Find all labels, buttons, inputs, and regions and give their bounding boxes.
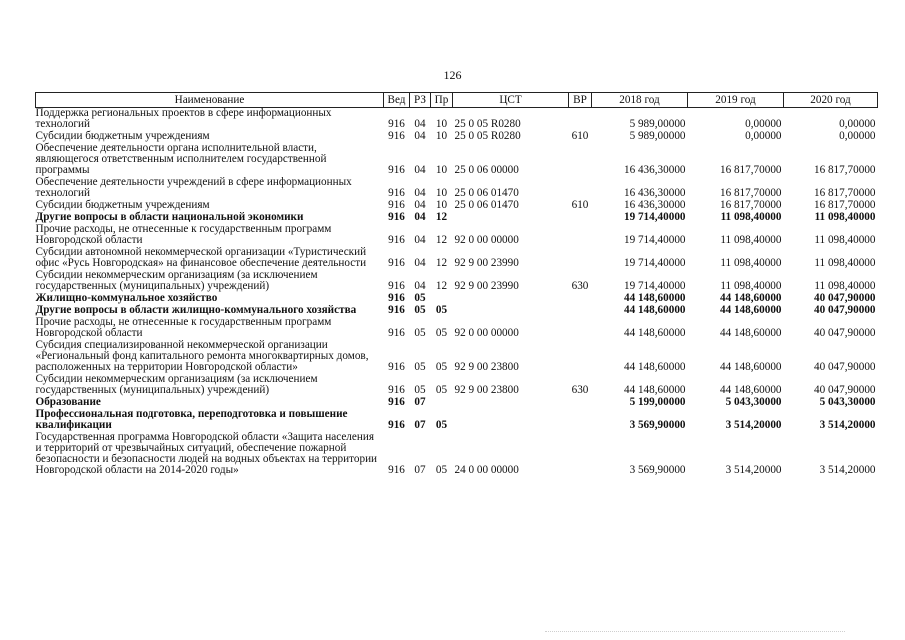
cell-2019: 44 148,60000	[719, 292, 782, 304]
cell-2018: 16 436,30000	[623, 187, 686, 199]
cell-pr: 12	[435, 234, 448, 246]
cell-vr	[569, 108, 592, 132]
cell-2018: 3 569,90000	[629, 419, 686, 431]
cell-rz: 04	[414, 130, 426, 142]
cell-cst	[453, 305, 569, 317]
cell-2020: 0,00000	[839, 118, 876, 130]
cell-ved: 916	[388, 327, 405, 339]
cell-2019: 44 148,60000	[719, 327, 782, 339]
cell-cst	[453, 212, 569, 224]
cell-rz: 04	[414, 211, 426, 223]
cell-2018: 16 436,30000	[623, 199, 686, 211]
cell-vr	[569, 177, 592, 200]
cell-vr	[569, 409, 592, 432]
cell-pr: 10	[435, 130, 448, 142]
cell-2020: 11 098,40000	[814, 257, 876, 269]
cell-name: Субсидии автономной некоммерческой организации «Туристический офис «Русь Новгородская» на финансовое обеспечение деятельности	[35, 246, 367, 269]
cell-2019: 11 098,40000	[720, 257, 782, 269]
cell-2019: 44 148,60000	[719, 384, 782, 396]
cell-name: Субсидия специализированной некоммерческой организации «Региональный фонд капитального ремонта многоквартирных домов, расположенных на территории Новгородской области»	[35, 339, 369, 373]
cell-vr	[569, 432, 592, 477]
cell-2020: 11 098,40000	[814, 280, 876, 292]
cell-pr: 12	[435, 257, 448, 269]
cell-2020: 16 817,70000	[813, 199, 876, 211]
cell-cst: 24 0 00 00000	[454, 464, 519, 476]
cell-2019: 11 098,40000	[720, 234, 782, 246]
cell-2020: 3 514,20000	[819, 464, 876, 476]
table-row	[36, 340, 878, 374]
cell-name: Субсидии бюджетным учреждениям	[35, 199, 210, 211]
cell-pr: 10	[435, 187, 448, 199]
cell-2019: 44 148,60000	[719, 304, 782, 316]
cell-2020: 11 098,40000	[814, 211, 876, 223]
page-number: 126	[443, 68, 462, 82]
cell-rz: 07	[414, 464, 426, 476]
cell-2018: 19 714,40000	[623, 280, 686, 292]
cell-2018: 5 989,00000	[629, 130, 686, 142]
cell-pr: 12	[435, 211, 448, 223]
table-row	[36, 432, 878, 477]
cell-cst: 25 0 05 R0280	[454, 118, 521, 130]
cell-vr	[569, 317, 592, 340]
table-row	[36, 409, 878, 432]
cell-pr: 05	[435, 419, 448, 431]
cell-2019: 0,00000	[745, 118, 782, 130]
cell-ved: 916	[388, 118, 405, 130]
cell-2018: 19 714,40000	[623, 257, 686, 269]
cell-2019: 16 817,70000	[719, 187, 782, 199]
cell-name: Жилищно-коммунальное хозяйство	[35, 292, 218, 304]
cell-ved: 916	[388, 164, 405, 176]
cell-vr	[569, 224, 592, 247]
cell-2020: 0,00000	[839, 130, 876, 142]
cell-rz: 04	[414, 257, 426, 269]
cell-pr: 05	[435, 327, 448, 339]
header-pr: Пр	[431, 93, 453, 108]
header-2018: 2018 год	[592, 93, 688, 108]
cell-name: Другие вопросы в области национальной экономики	[35, 211, 304, 223]
cell-2020: 16 817,70000	[813, 187, 876, 199]
cell-vr: 630	[571, 280, 589, 292]
cell-ved: 916	[388, 464, 405, 476]
cell-2019: 3 514,20000	[725, 464, 782, 476]
cell-pr: 05	[435, 304, 448, 316]
cell-pr: 05	[435, 361, 448, 373]
cell-cst: 92 9 00 23990	[454, 257, 519, 269]
table-body	[36, 108, 878, 478]
cell-rz: 05	[414, 292, 426, 304]
cell-vr	[569, 293, 592, 305]
table-row	[36, 108, 878, 132]
cell-ved: 916	[388, 384, 405, 396]
cell-vr	[569, 143, 592, 177]
cell-rz: 04	[414, 199, 426, 211]
table-row	[36, 224, 878, 247]
cell-ved: 916	[388, 187, 405, 199]
cell-pr: 05	[435, 464, 448, 476]
cell-cst: 92 9 00 23800	[454, 361, 519, 373]
header-vr: ВР	[569, 93, 592, 108]
cell-rz: 05	[414, 304, 426, 316]
cell-2019: 16 817,70000	[719, 199, 782, 211]
cell-cst: 92 9 00 23990	[454, 280, 519, 292]
cell-cst	[453, 409, 569, 432]
cell-cst: 25 0 06 01470	[454, 187, 519, 199]
cell-rz: 04	[414, 118, 426, 130]
cell-2020: 40 047,90000	[813, 384, 876, 396]
cell-ved: 916	[388, 304, 405, 316]
cell-name: Обеспечение деятельности органа исполнительной власти, являющегося ответственным исполнителем государственной программы	[35, 142, 327, 176]
table-row	[36, 143, 878, 177]
cell-2018: 44 148,60000	[623, 292, 686, 304]
cell-pr: 05	[435, 384, 448, 396]
cell-rz: 04	[414, 234, 426, 246]
cell-vr: 610	[571, 199, 589, 211]
cell-2019: 44 148,60000	[719, 361, 782, 373]
cell-2019: 11 098,40000	[720, 211, 782, 223]
cell-2020: 40 047,90000	[813, 304, 876, 316]
cell-ved: 916	[388, 292, 405, 304]
cell-2018: 44 148,60000	[623, 361, 686, 373]
cell-name: Прочие расходы, не отнесенные к государственным программ Новгородской области	[35, 316, 332, 339]
cell-pr	[431, 397, 453, 409]
budget-table	[35, 92, 878, 477]
cell-rz: 05	[414, 384, 426, 396]
cell-cst	[453, 397, 569, 409]
cell-ved: 916	[388, 199, 405, 211]
cell-name: Обеспечение деятельности учреждений в сфере информационных технологий	[35, 176, 352, 199]
cell-ved: 916	[388, 257, 405, 269]
cell-2018: 16 436,30000	[623, 164, 686, 176]
cell-2019: 16 817,70000	[719, 164, 782, 176]
cell-name: Прочие расходы, не отнесенные к государственным программ Новгородской области	[35, 223, 332, 246]
cell-vr: 610	[571, 130, 589, 142]
cell-cst: 92 0 00 00000	[454, 327, 519, 339]
cell-2018: 44 148,60000	[623, 327, 686, 339]
cell-cst: 92 0 00 00000	[454, 234, 519, 246]
cell-2018: 5 199,00000	[629, 396, 686, 408]
header-ved: Вед	[384, 93, 410, 108]
cell-2019: 0,00000	[745, 130, 782, 142]
table-row	[36, 247, 878, 270]
table-row	[36, 374, 878, 397]
cell-vr: 630	[571, 384, 589, 396]
cell-2020: 40 047,90000	[813, 327, 876, 339]
cell-name: Другие вопросы в области жилищно-коммунального хозяйства	[35, 304, 357, 316]
cell-pr: 10	[435, 164, 448, 176]
cell-cst: 92 9 00 23800	[454, 384, 519, 396]
table-row	[36, 270, 878, 293]
header-name: Наименование	[36, 93, 384, 108]
header-rz: РЗ	[410, 93, 431, 108]
cell-ved: 916	[388, 419, 405, 431]
cell-rz: 04	[414, 164, 426, 176]
cell-2018: 5 989,00000	[629, 118, 686, 130]
cell-rz: 04	[414, 280, 426, 292]
cell-cst: 25 0 05 R0280	[454, 130, 521, 142]
cell-ved: 916	[388, 396, 405, 408]
cell-2020: 40 047,90000	[813, 292, 876, 304]
cell-ved: 916	[388, 211, 405, 223]
table-row	[36, 317, 878, 340]
cell-vr	[569, 305, 592, 317]
header-2019: 2019 год	[688, 93, 784, 108]
cell-2020: 5 043,30000	[819, 396, 876, 408]
cell-rz: 07	[414, 396, 426, 408]
cell-name: Субсидии некоммерческим организациям (за исключением государственных (муниципальных) учреждений)	[35, 373, 318, 396]
cell-pr: 10	[435, 118, 448, 130]
cell-2018: 44 148,60000	[623, 384, 686, 396]
cell-2018: 3 569,90000	[629, 464, 686, 476]
cell-2020: 40 047,90000	[813, 361, 876, 373]
scan-artifact	[545, 631, 845, 636]
cell-rz: 05	[414, 361, 426, 373]
header-cst: ЦСТ	[453, 93, 569, 108]
cell-cst: 25 0 06 00000	[454, 164, 519, 176]
cell-name: Субсидии бюджетным учреждениям	[35, 130, 210, 142]
cell-rz: 04	[414, 187, 426, 199]
cell-pr: 10	[435, 199, 448, 211]
cell-2018: 44 148,60000	[623, 304, 686, 316]
cell-2020: 3 514,20000	[819, 419, 876, 431]
table-header-row	[36, 93, 878, 108]
cell-2018: 19 714,40000	[623, 234, 686, 246]
cell-cst: 25 0 06 01470	[454, 199, 519, 211]
cell-name: Поддержка региональных проектов в сфере информационных технологий	[35, 107, 332, 130]
cell-vr	[569, 397, 592, 409]
cell-vr	[569, 212, 592, 224]
cell-2020: 16 817,70000	[813, 164, 876, 176]
cell-vr	[569, 247, 592, 270]
table-row	[36, 177, 878, 200]
cell-2020: 11 098,40000	[814, 234, 876, 246]
cell-ved: 916	[388, 130, 405, 142]
cell-rz: 07	[414, 419, 426, 431]
cell-name: Государственная программа Новгородской области «Защита населения и территорий от чрезвычайных ситуаций, обеспечение пожарной безопасности и безопасности людей на водных объектах на территории Новгородской области на 2014-2020 годы»	[35, 431, 378, 476]
cell-2019: 5 043,30000	[725, 396, 782, 408]
cell-ved: 916	[388, 361, 405, 373]
cell-name: Профессиональная подготовка, переподготовка и повышение квалификации	[35, 408, 348, 431]
header-2020: 2020 год	[784, 93, 878, 108]
cell-2019: 3 514,20000	[725, 419, 782, 431]
cell-name: Образование	[35, 396, 101, 408]
cell-ved: 916	[388, 234, 405, 246]
cell-2019: 11 098,40000	[720, 280, 782, 292]
cell-pr: 12	[435, 280, 448, 292]
cell-vr	[569, 340, 592, 374]
cell-cst	[453, 293, 569, 305]
cell-ved: 916	[388, 280, 405, 292]
cell-2018: 19 714,40000	[623, 211, 686, 223]
cell-rz: 05	[414, 327, 426, 339]
cell-name: Субсидии некоммерческим организациям (за исключением государственных (муниципальных) учреждений)	[35, 269, 318, 292]
